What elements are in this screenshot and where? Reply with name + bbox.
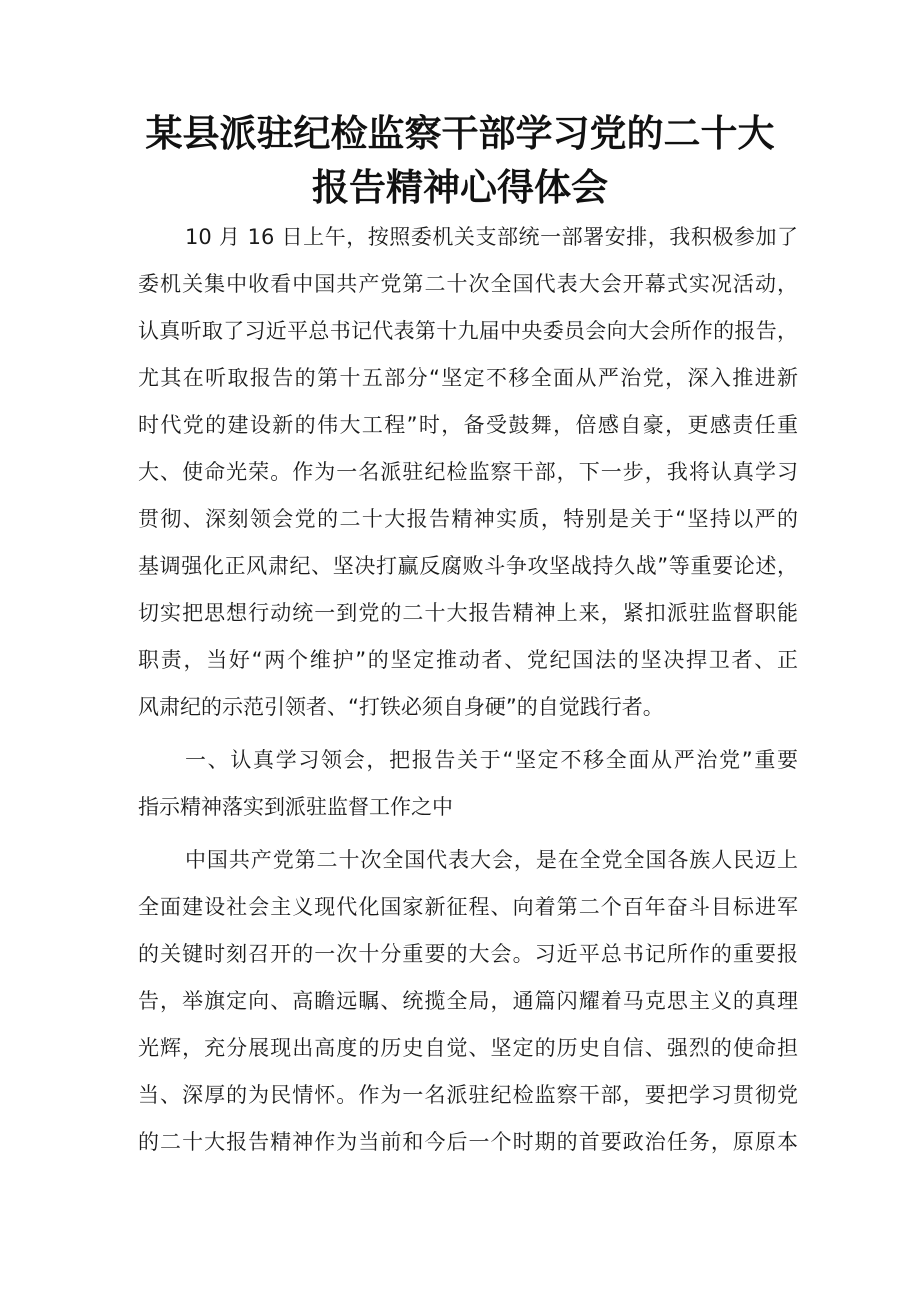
document-title-line-2: 报告精神心得体会 [312, 166, 608, 209]
paragraph-2-line-3: 的关键时刻召开的一次十分重要的大会。习近平总书记所作的重要报 [138, 942, 798, 966]
paragraph-1-line-9: 切实把思想行动统一到党的二十大报告精神上来，紧扣派驻监督职能 [138, 601, 798, 625]
paragraph-2-line-4: 告，举旗定向、高瞻远瞩、统揽全局，通篇闪耀着马克思主义的真理 [138, 989, 798, 1013]
paragraph-1-line-11: 风肃纪的示范引领者、“打铁必须自身硬”的自觉践行者。 [138, 695, 664, 719]
paragraph-1-line-5: 时代党的建设新的伟大工程”时，备受鼓舞，倍感自豪，更感责任重 [138, 413, 798, 437]
paragraph-1-line-2: 委机关集中收看中国共产党第二十次全国代表大会开幕式实况活动， [138, 272, 798, 296]
section-heading-1-line-1: 一、认真学习领会，把报告关于“坚定不移全面从严治党”重要 [185, 748, 798, 772]
paragraph-1-line-8: 基调强化正风肃纪、坚决打赢反腐败斗争攻坚战持久战”等重要论述， [138, 554, 798, 578]
paragraph-2-line-6: 当、深厚的为民情怀。作为一名派驻纪检监察干部，要把学习贯彻党 [138, 1083, 798, 1107]
paragraph-1-line-7: 贯彻、深刻领会党的二十大报告精神实质，特别是关于“坚持以严的 [138, 507, 798, 531]
paragraph-1-line-3: 认真听取了习近平总书记代表第十九届中央委员会向大会所作的报告， [138, 319, 798, 343]
document-title-line-1: 某县派驻纪检监察干部学习党的二十大 [145, 112, 775, 155]
paragraph-1-line-4: 尤其在听取报告的第十五部分“坚定不移全面从严治党，深入推进新 [138, 366, 798, 390]
paragraph-1-line-1: 10 月 16 日上午，按照委机关支部统一部署安排，我积极参加了 [185, 225, 798, 249]
paragraph-1-line-6: 大、使命光荣。作为一名派驻纪检监察干部，下一步，我将认真学习 [138, 460, 798, 484]
paragraph-2-line-1: 中国共产党第二十次全国代表大会，是在全党全国各族人民迈上 [185, 848, 798, 872]
paragraph-2-line-2: 全面建设社会主义现代化国家新征程、向着第二个百年奋斗目标进军 [138, 895, 798, 919]
paragraph-2-line-5: 光辉，充分展现出高度的历史自觉、坚定的历史自信、强烈的使命担 [138, 1036, 798, 1060]
paragraph-1-line-10: 职责，当好“两个维护”的坚定推动者、党纪国法的坚决捍卫者、正 [138, 648, 798, 672]
section-heading-1-line-2: 指示精神落实到派驻监督工作之中 [138, 795, 453, 819]
paragraph-2-line-7: 的二十大报告精神作为当前和今后一个时期的首要政治任务，原原本 [138, 1130, 798, 1154]
